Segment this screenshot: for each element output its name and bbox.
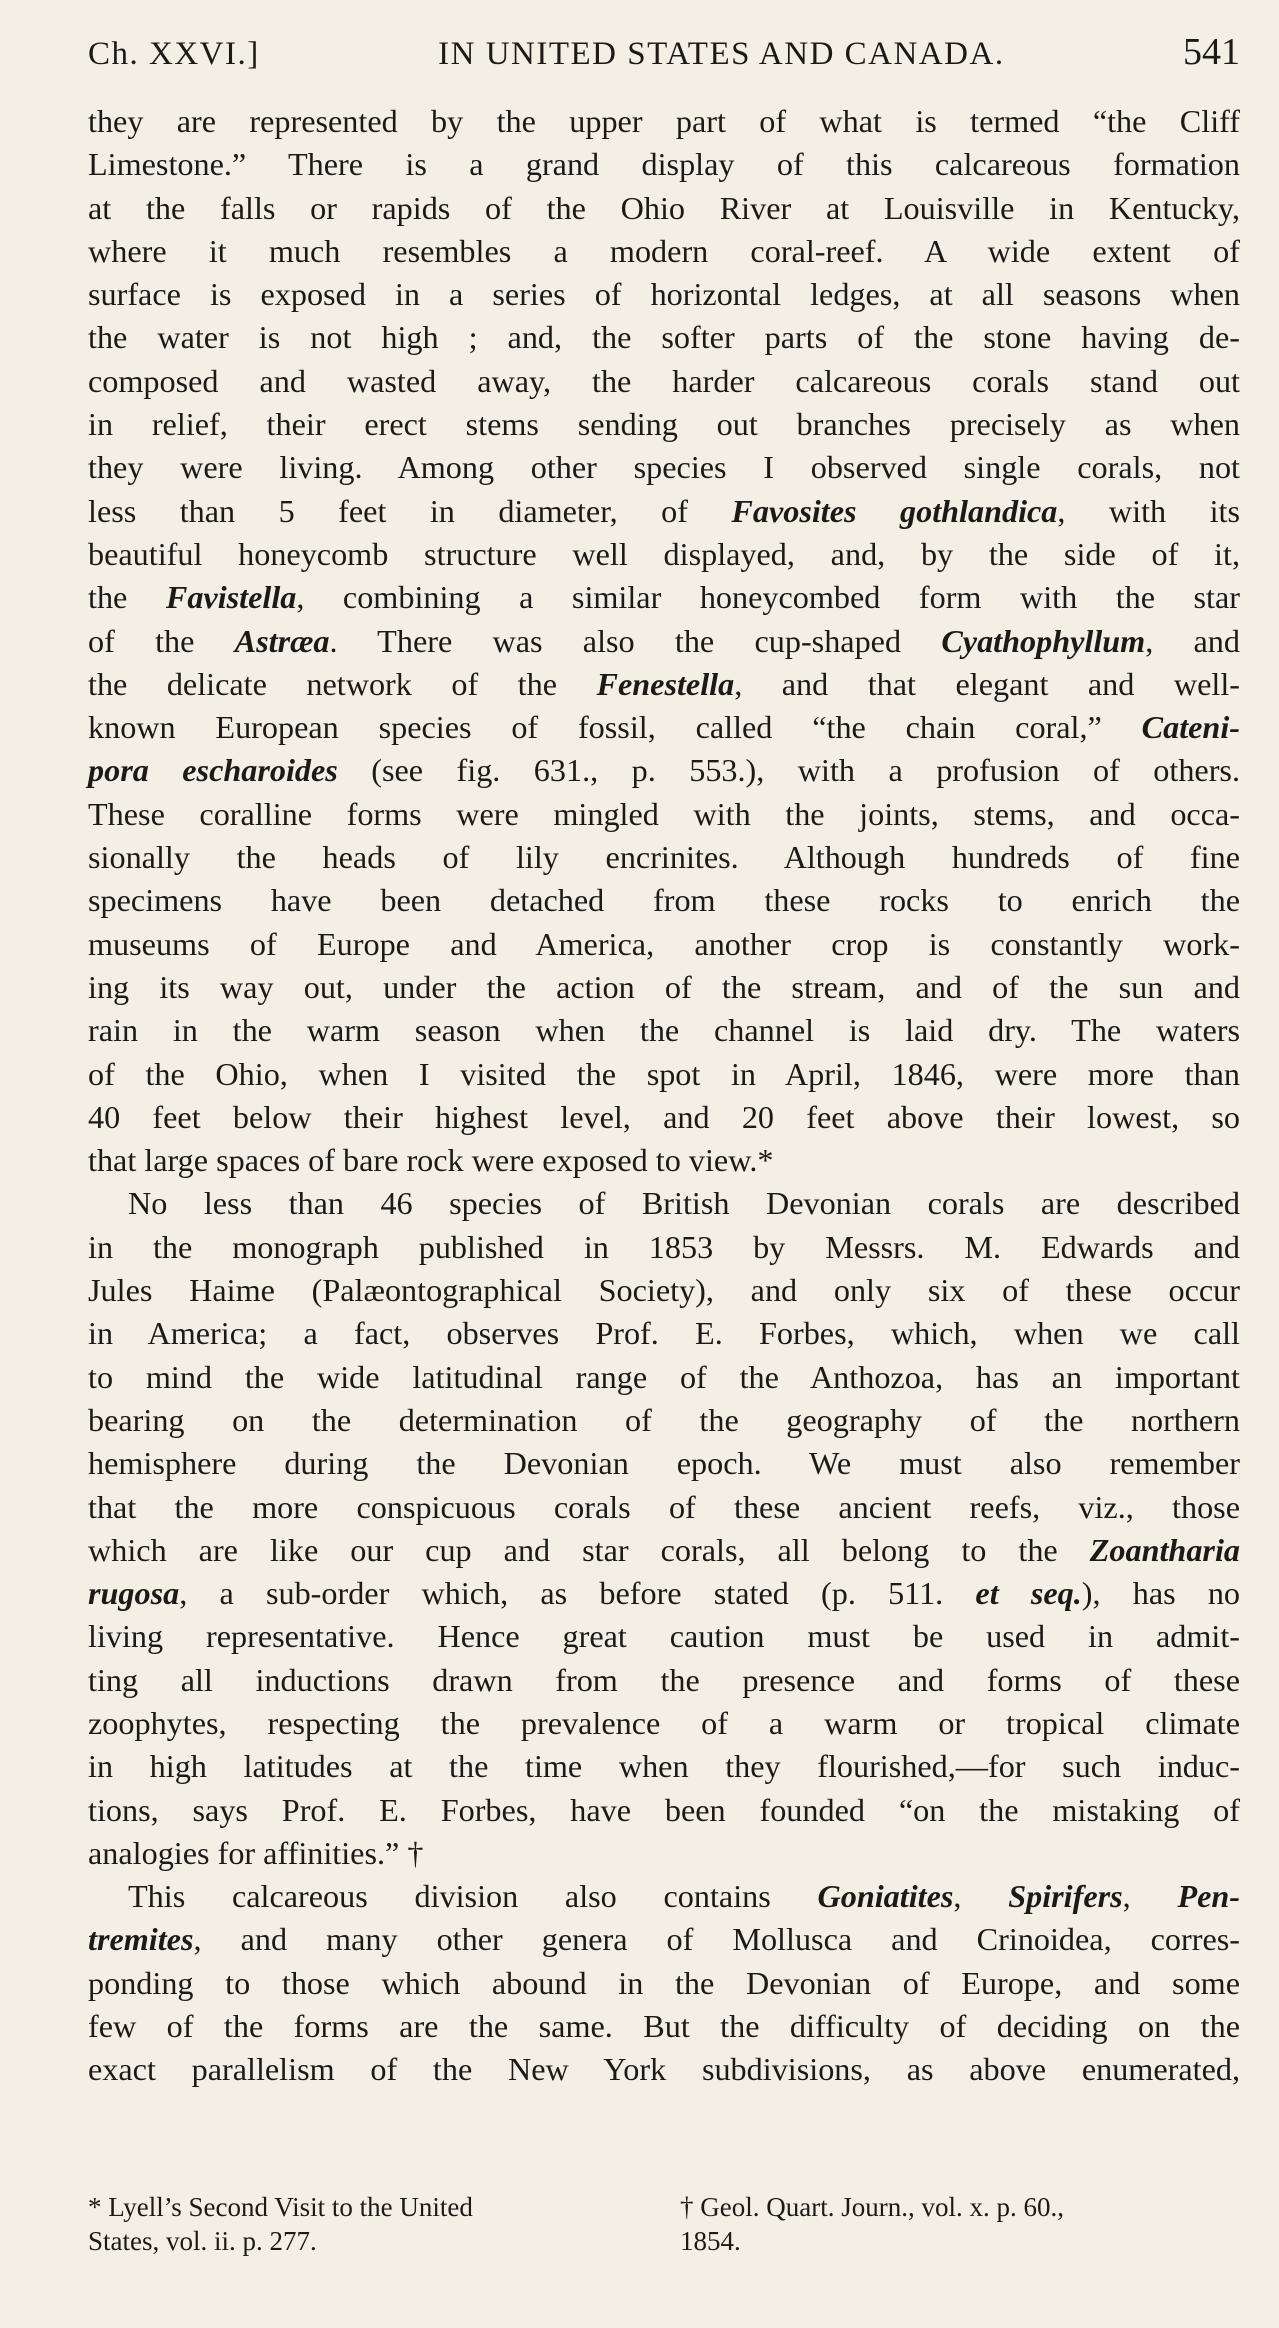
footnote-2-line-2: 1854. xyxy=(680,2226,741,2256)
text-line: they were living. Among other species I observed single corals, not xyxy=(88,449,1240,486)
text-line: rugosa, a sub-order which, as before stated (p. 511. et seq.), has no xyxy=(88,1575,1241,1612)
text-line: museums of Europe and America, another crop is constantly work- xyxy=(88,925,1240,962)
footnote-1-line-2: States, vol. ii. p. 277. xyxy=(88,2226,317,2256)
text-line: No less than 46 species of British Devonian corals are described xyxy=(128,1185,1240,1222)
text-line: of the Ohio, when I visited the spot in April, 1846, were more than xyxy=(88,1055,1240,1092)
text-line: exact parallelism of the New York subdivisions, as above enumerated, xyxy=(88,2051,1240,2088)
text-line: Jules Haime (Palæontographical Society), and only six of these occur xyxy=(88,1272,1240,1309)
text-line: living representative. Hence great caution must be used in admit- xyxy=(88,1618,1240,1655)
text-line: tions, says Prof. E. Forbes, have been founded “on the mistaking of xyxy=(88,1791,1240,1828)
running-title: IN UNITED STATES AND CANADA. xyxy=(438,36,1005,72)
text-line: bearing on the determination of the geography of the northern xyxy=(88,1401,1240,1438)
footnotes xyxy=(88,2190,1240,2258)
text-line: tremites, and many other genera of Mollusca and Crinoidea, corres- xyxy=(88,1921,1240,1958)
text-line: ponding to those which abound in the Devonian of Europe, and some xyxy=(88,1964,1240,2001)
text-line: hemisphere during the Devonian epoch. We must also remember xyxy=(88,1445,1240,1482)
text-line: analogies for affinities.” † xyxy=(88,1834,424,1871)
text-line: in the monograph published in 1853 by Messrs. M. Edwards and xyxy=(88,1228,1240,1265)
text-line: that the more conspicuous corals of these ancient reefs, viz., those xyxy=(88,1488,1240,1525)
footnote-2-line-1: † Geol. Quart. Journ., vol. x. p. 60., xyxy=(680,2192,1064,2222)
text-line: in high latitudes at the time when they flourished,—for such induc- xyxy=(88,1748,1240,1785)
text-line: 40 feet below their highest level, and 20 feet above their lowest, so xyxy=(88,1098,1240,1135)
text-line: of the Astræa. There was also the cup-shaped Cyathophyllum, and xyxy=(88,622,1240,659)
running-header xyxy=(88,30,1240,74)
text-line: known European species of fossil, called “the chain coral,” Cateni- xyxy=(88,709,1240,746)
text-line: sionally the heads of lily encrinites. Although hundreds of fine xyxy=(88,839,1240,876)
text-line: they are represented by the upper part of what is termed “the Cliff xyxy=(88,103,1240,139)
text-line: the Favistella, combining a similar honeycombed form with the star xyxy=(88,579,1241,616)
footnote-2 xyxy=(680,2190,1240,2258)
text-line: the delicate network of the Fenestella, and that elegant and well- xyxy=(88,665,1241,702)
text-line: ting all inductions drawn from the presence and forms of these xyxy=(88,1661,1240,1698)
body-text xyxy=(88,100,1240,2092)
text-line: which are like our cup and star corals, all belong to the Zoantharia xyxy=(88,1531,1240,1568)
text-line: less than 5 feet in diameter, of Favosites gothlandica, with its xyxy=(88,492,1240,529)
text-line: where it much resembles a modern coral-reef. A wide extent of xyxy=(88,232,1240,269)
text-line: in America; a fact, observes Prof. E. Forbes, which, when we call xyxy=(88,1315,1240,1352)
text-line: that large spaces of bare rock were exposed to view.* xyxy=(88,1142,774,1179)
text-line: at the falls or rapids of the Ohio River at Louisville in Kentucky, xyxy=(88,189,1240,226)
page-number: 541 xyxy=(1182,31,1240,73)
footnote-1-line-1: * Lyell’s Second Visit to the United xyxy=(88,2192,473,2222)
text-line: surface is exposed in a series of horizontal ledges, at all seasons when xyxy=(88,276,1240,313)
text-line: Limestone.” There is a grand display of this calcareous formation xyxy=(88,146,1240,183)
text-line: zoophytes, respecting the prevalence of a warm or tropical climate xyxy=(88,1704,1240,1741)
text-line: rain in the warm season when the channel is laid dry. The waters xyxy=(88,1012,1240,1049)
text-line: composed and wasted away, the harder calcareous corals stand out xyxy=(88,362,1240,399)
text-line: to mind the wide latitudinal range of the Anthozoa, has an important xyxy=(88,1358,1240,1395)
text-line: beautiful honeycomb structure well displayed, and, by the side of it, xyxy=(88,535,1240,572)
text-line: the water is not high ; and, the softer parts of the stone having de- xyxy=(88,319,1240,356)
text-line: specimens have been detached from these rocks to enrich the xyxy=(88,882,1240,919)
text-line: pora escharoides (see fig. 631., p. 553.), with a profusion of others. xyxy=(88,752,1240,789)
text-line: These coralline forms were mingled with the joints, stems, and occa- xyxy=(88,795,1240,832)
text-line: ing its way out, under the action of the stream, and of the sun and xyxy=(88,968,1240,1005)
footnote-1 xyxy=(88,2190,648,2258)
chapter-label: Ch. XXVI.] xyxy=(88,36,260,72)
text-line: This calcareous division also contains Goniatites, Spirifers, Pen- xyxy=(128,1878,1241,1915)
text-line: in relief, their erect stems sending out branches precisely as when xyxy=(88,406,1240,443)
text-line: few of the forms are the same. But the difficulty of deciding on the xyxy=(88,2008,1240,2045)
